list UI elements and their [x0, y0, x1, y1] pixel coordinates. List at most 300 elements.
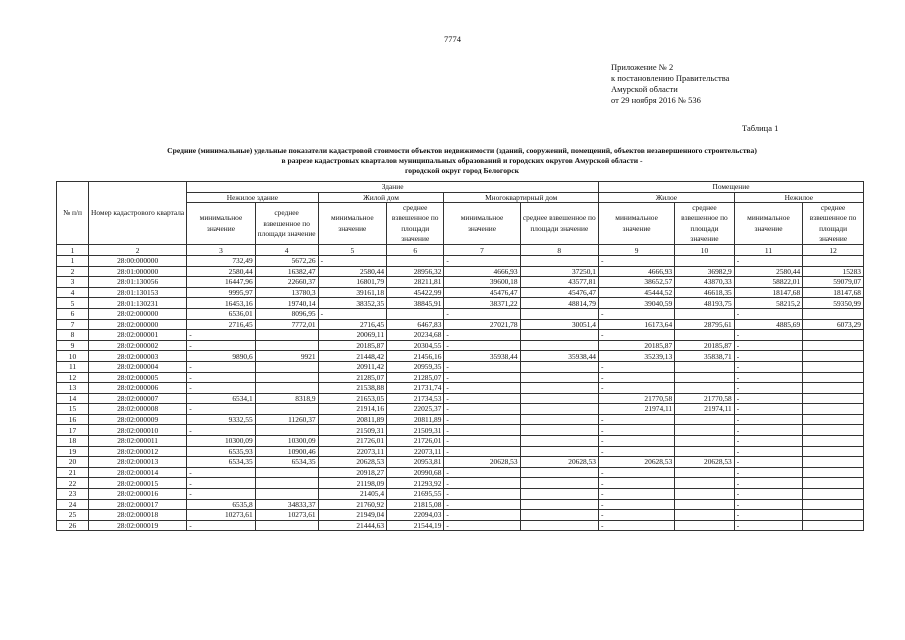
table-cell: 28:02:000007: [89, 393, 187, 404]
table-cell: -: [734, 520, 802, 531]
table-cell: [803, 255, 864, 266]
table-cell: [255, 467, 318, 478]
table-cell: -: [444, 308, 520, 319]
table-cell: -: [444, 340, 520, 351]
table-cell: 38352,35: [318, 298, 386, 309]
appendix-line: к постановлению Правительства: [611, 73, 730, 83]
table-cell: -: [187, 383, 255, 394]
table-cell: 5672,26: [255, 255, 318, 266]
table-cell: 20811,89: [318, 414, 386, 425]
table-row: [57, 404, 864, 415]
table-cell: 22: [57, 478, 89, 489]
table-cell: 20185,87: [598, 340, 674, 351]
table-cell: 16801,79: [318, 277, 386, 288]
table-cell: [255, 489, 318, 500]
table-cell: 28956,32: [387, 266, 444, 277]
table-cell: [803, 457, 864, 468]
table-cell: 28:02:000014: [89, 467, 187, 478]
table-cell: [803, 520, 864, 531]
table-cell: 8: [57, 330, 89, 341]
table-cell: 21770,58: [598, 393, 674, 404]
col-number: 9: [598, 245, 674, 256]
table-cell: 28:02:000006: [89, 383, 187, 394]
table-cell: 26: [57, 520, 89, 531]
page-number: 7774: [444, 34, 461, 44]
table-cell: 20304,55: [387, 340, 444, 351]
table-cell: 4666,93: [444, 266, 520, 277]
table-cell: [803, 372, 864, 383]
table-cell: [520, 478, 598, 489]
table-cell: 2580,44: [187, 266, 255, 277]
table-cell: [520, 467, 598, 478]
table-row: [57, 425, 864, 436]
table-cell: 21949,04: [318, 510, 386, 521]
table-row: [57, 361, 864, 372]
table-row: [57, 510, 864, 521]
title-line: городской округ город Белогорск: [405, 166, 519, 175]
table-cell: 20628,53: [598, 457, 674, 468]
col-number: 7: [444, 245, 520, 256]
table-cell: 20990,68: [387, 467, 444, 478]
table-cell: 36982,9: [675, 266, 735, 277]
table-cell: 20911,42: [318, 361, 386, 372]
table-cell: 10: [57, 351, 89, 362]
table-row: [57, 308, 864, 319]
table-cell: -: [598, 499, 674, 510]
col-header-avg: среднее взвешенное по площади значение: [803, 203, 864, 245]
table-cell: 22660,37: [255, 277, 318, 288]
table-cell: 59079,07: [803, 277, 864, 288]
table-cell: 16453,16: [187, 298, 255, 309]
table-cell: [255, 330, 318, 341]
table-cell: 28:02:000001: [89, 330, 187, 341]
table-cell: 18147,68: [803, 287, 864, 298]
col-number-row: [57, 245, 864, 256]
table-row: [57, 372, 864, 383]
title-line: в разрезе кадастровых кварталов муниципальных образований и городских округов Амурской области -: [281, 156, 643, 165]
table-cell: 21974,11: [675, 404, 735, 415]
table-cell: 4: [57, 287, 89, 298]
table-cell: 6534,35: [187, 457, 255, 468]
table-cell: -: [734, 478, 802, 489]
subgroup-apartment: Многоквартирный дом: [444, 192, 599, 203]
table-cell: 39161,18: [318, 287, 386, 298]
table-cell: 28:02:000000: [89, 319, 187, 330]
table-cell: [520, 489, 598, 500]
table-row: [57, 319, 864, 330]
table-cell: 25: [57, 510, 89, 521]
table-cell: [675, 467, 735, 478]
col-number: 5: [318, 245, 386, 256]
table-cell: -: [187, 372, 255, 383]
table-cell: 21731,74: [387, 383, 444, 394]
col-number: 6: [387, 245, 444, 256]
table-cell: 39040,59: [598, 298, 674, 309]
table-label: Таблица 1: [742, 123, 779, 133]
table-cell: 15283: [803, 266, 864, 277]
table-cell: 28:02:000019: [89, 520, 187, 531]
table-cell: 2716,45: [318, 319, 386, 330]
table-cell: -: [598, 436, 674, 447]
table-cell: -: [598, 383, 674, 394]
col-header-min: минимальное значение: [444, 203, 520, 245]
table-row: [57, 457, 864, 468]
table-row: [57, 255, 864, 266]
table-cell: 10300,09: [187, 436, 255, 447]
table-cell: 28:01:130153: [89, 287, 187, 298]
table-row: [57, 436, 864, 447]
col-header-avg: среднее взвешенное по площади значение: [520, 203, 598, 245]
table-cell: 59350,99: [803, 298, 864, 309]
table-cell: 6535,8: [187, 499, 255, 510]
table-cell: 38371,22: [444, 298, 520, 309]
table-cell: -: [187, 361, 255, 372]
table-cell: -: [734, 457, 802, 468]
table-cell: -: [734, 414, 802, 425]
table-cell: -: [444, 372, 520, 383]
table-cell: [675, 436, 735, 447]
table-cell: [803, 361, 864, 372]
group-header-building: Здание: [187, 182, 599, 193]
table-cell: 28:00:000000: [89, 255, 187, 266]
table-cell: 28:02:000004: [89, 361, 187, 372]
table-cell: 2: [57, 266, 89, 277]
table-cell: -: [734, 510, 802, 521]
table-body: [57, 255, 864, 530]
table-cell: 21734,53: [387, 393, 444, 404]
table-row: [57, 414, 864, 425]
table-cell: 28:02:000018: [89, 510, 187, 521]
table-cell: 12: [57, 372, 89, 383]
table-cell: 7: [57, 319, 89, 330]
table-cell: -: [318, 308, 386, 319]
table-cell: -: [444, 330, 520, 341]
table-cell: 15: [57, 404, 89, 415]
table-cell: 21815,08: [387, 499, 444, 510]
table-cell: -: [444, 499, 520, 510]
table-cell: -: [598, 255, 674, 266]
table-cell: [387, 308, 444, 319]
table-cell: -: [318, 255, 386, 266]
table-cell: 10300,09: [255, 436, 318, 447]
table-cell: [675, 361, 735, 372]
table-cell: [520, 446, 598, 457]
table-cell: -: [598, 372, 674, 383]
table-cell: 35938,44: [520, 351, 598, 362]
table-cell: -: [598, 510, 674, 521]
group-header-premises: Помещение: [598, 182, 863, 193]
table-cell: 34833,37: [255, 499, 318, 510]
table-cell: [520, 393, 598, 404]
table-cell: -: [734, 467, 802, 478]
table-row: [57, 467, 864, 478]
table-cell: -: [734, 489, 802, 500]
table-cell: -: [734, 255, 802, 266]
table-row: [57, 266, 864, 277]
table-cell: -: [734, 340, 802, 351]
col-header-min: минимальное значение: [187, 203, 255, 245]
table-cell: 6467,83: [387, 319, 444, 330]
table-cell: 39600,18: [444, 277, 520, 288]
table-cell: 14: [57, 393, 89, 404]
col-number: 4: [255, 245, 318, 256]
table-cell: -: [444, 467, 520, 478]
appendix-line: от 29 ноября 2016 № 536: [611, 95, 701, 105]
table-cell: 21509,31: [387, 425, 444, 436]
table-cell: [255, 383, 318, 394]
table-cell: [520, 520, 598, 531]
table-cell: -: [187, 425, 255, 436]
table-cell: 48814,79: [520, 298, 598, 309]
table-cell: -: [734, 446, 802, 457]
table-cell: 28:02:000003: [89, 351, 187, 362]
table-cell: 28:02:000000: [89, 308, 187, 319]
table-cell: 13780,3: [255, 287, 318, 298]
table-cell: -: [598, 308, 674, 319]
table-cell: 20234,68: [387, 330, 444, 341]
table-cell: [255, 372, 318, 383]
table-cell: 13: [57, 383, 89, 394]
table-cell: 38652,57: [598, 277, 674, 288]
cadastral-value-table: [56, 181, 864, 531]
table-cell: 21914,16: [318, 404, 386, 415]
table-cell: 3: [57, 277, 89, 288]
table-cell: [803, 330, 864, 341]
table-row: [57, 489, 864, 500]
table-cell: 30051,4: [520, 319, 598, 330]
table-cell: [520, 436, 598, 447]
table-cell: [520, 330, 598, 341]
table-cell: 21538,88: [318, 383, 386, 394]
table-cell: -: [598, 361, 674, 372]
table-cell: [803, 467, 864, 478]
table-cell: 28:02:000011: [89, 436, 187, 447]
table-cell: -: [598, 425, 674, 436]
table-cell: 45422,99: [387, 287, 444, 298]
table-cell: -: [187, 330, 255, 341]
col-number: 11: [734, 245, 802, 256]
table-cell: -: [734, 393, 802, 404]
table-cell: 24: [57, 499, 89, 510]
table-cell: [675, 255, 735, 266]
table-cell: 21726,01: [387, 436, 444, 447]
table-cell: 28:02:000015: [89, 478, 187, 489]
table-cell: -: [734, 499, 802, 510]
table-cell: [520, 404, 598, 415]
table-cell: -: [444, 520, 520, 531]
table-cell: 21653,05: [318, 393, 386, 404]
table-cell: 20185,87: [675, 340, 735, 351]
table-cell: -: [734, 330, 802, 341]
col-header-min: минимальное значение: [598, 203, 674, 245]
table-cell: 21285,07: [318, 372, 386, 383]
table-cell: 22073,11: [318, 446, 386, 457]
table-cell: 58215,2: [734, 298, 802, 309]
table-cell: -: [444, 414, 520, 425]
table-cell: -: [734, 351, 802, 362]
table-cell: [803, 436, 864, 447]
table-cell: -: [444, 478, 520, 489]
table-cell: 6534,1: [187, 393, 255, 404]
table-cell: 6536,01: [187, 308, 255, 319]
table-cell: 21509,31: [318, 425, 386, 436]
table-cell: [675, 499, 735, 510]
table-cell: 9: [57, 340, 89, 351]
col-header-avg: среднее взвешенное по площади значение: [255, 203, 318, 245]
table-cell: 21405,4: [318, 489, 386, 500]
table-cell: 11260,37: [255, 414, 318, 425]
table-cell: 21: [57, 467, 89, 478]
table-cell: 28:02:000002: [89, 340, 187, 351]
table-cell: [520, 361, 598, 372]
table-cell: 28:02:000013: [89, 457, 187, 468]
table-cell: 28795,61: [675, 319, 735, 330]
table-cell: -: [444, 361, 520, 372]
table-cell: 8318,9: [255, 393, 318, 404]
table-cell: 45476,47: [444, 287, 520, 298]
table-row: [57, 446, 864, 457]
col-number: 1: [57, 245, 89, 256]
table-cell: 43870,33: [675, 277, 735, 288]
table-cell: 21726,01: [318, 436, 386, 447]
table-row: [57, 383, 864, 394]
table-cell: 6073,29: [803, 319, 864, 330]
table-cell: 6535,93: [187, 446, 255, 457]
subgroup-nonres-premises: Нежилое: [734, 192, 863, 203]
table-row: [57, 340, 864, 351]
table-cell: [675, 372, 735, 383]
table-cell: 28:02:000008: [89, 404, 187, 415]
table-row: [57, 478, 864, 489]
table-cell: 28:01:130056: [89, 277, 187, 288]
table-cell: 19: [57, 446, 89, 457]
table-cell: 45476,47: [520, 287, 598, 298]
table-cell: 7772,01: [255, 319, 318, 330]
table-cell: [255, 520, 318, 531]
title-line: Средние (минимальные) удельные показатели кадастровой стоимости объектов недвижимости (зданий, сооружений, помещений, объектов незавершенного строительства): [167, 146, 757, 155]
table-cell: 9921: [255, 351, 318, 362]
table-cell: [520, 499, 598, 510]
table-cell: 20959,35: [387, 361, 444, 372]
table-cell: 35938,44: [444, 351, 520, 362]
table-cell: -: [444, 404, 520, 415]
table-cell: 35838,71: [675, 351, 735, 362]
table-cell: 9332,55: [187, 414, 255, 425]
table-cell: -: [598, 330, 674, 341]
table-cell: 45444,52: [598, 287, 674, 298]
table-cell: -: [598, 467, 674, 478]
table-cell: [520, 414, 598, 425]
table-cell: -: [734, 361, 802, 372]
table-cell: -: [187, 478, 255, 489]
table-cell: 10900,46: [255, 446, 318, 457]
table-row: [57, 351, 864, 362]
table-cell: -: [598, 489, 674, 500]
table-cell: 28:02:000012: [89, 446, 187, 457]
table-cell: 9890,6: [187, 351, 255, 362]
document-title: [58, 146, 866, 176]
table-cell: 21293,92: [387, 478, 444, 489]
table-cell: [675, 489, 735, 500]
table-cell: -: [187, 404, 255, 415]
col-number: 2: [89, 245, 187, 256]
table-cell: [675, 520, 735, 531]
table-cell: 2716,45: [187, 319, 255, 330]
table-cell: -: [598, 478, 674, 489]
table-cell: 11: [57, 361, 89, 372]
table-row: [57, 330, 864, 341]
table-cell: 732,49: [187, 255, 255, 266]
table-cell: 9995,97: [187, 287, 255, 298]
table-cell: [803, 393, 864, 404]
table-cell: -: [734, 308, 802, 319]
table-cell: -: [444, 489, 520, 500]
table-row: [57, 298, 864, 309]
table-cell: -: [444, 436, 520, 447]
table-cell: 21285,07: [387, 372, 444, 383]
table-cell: 43577,81: [520, 277, 598, 288]
table-cell: 22073,11: [387, 446, 444, 457]
table-cell: -: [734, 425, 802, 436]
table-cell: [520, 308, 598, 319]
table-cell: 21770,58: [675, 393, 735, 404]
table-cell: 28:01:130231: [89, 298, 187, 309]
table-cell: [803, 425, 864, 436]
table-cell: [803, 499, 864, 510]
table-cell: 20185,87: [318, 340, 386, 351]
table-cell: 38845,91: [387, 298, 444, 309]
table-cell: 16: [57, 414, 89, 425]
table-cell: [803, 383, 864, 394]
table-cell: [255, 404, 318, 415]
table-cell: -: [187, 520, 255, 531]
table-cell: 20953,81: [387, 457, 444, 468]
table-row: [57, 287, 864, 298]
table-cell: 6534,35: [255, 457, 318, 468]
table-cell: 20: [57, 457, 89, 468]
col-header-avg: среднее взвешенное по площади значение: [675, 203, 735, 245]
table-cell: -: [444, 510, 520, 521]
table-cell: [255, 340, 318, 351]
table-cell: 20811,89: [387, 414, 444, 425]
table-cell: 20069,11: [318, 330, 386, 341]
table-cell: 22094,03: [387, 510, 444, 521]
col-header-num: № п/п: [57, 182, 89, 245]
table-cell: 21448,42: [318, 351, 386, 362]
table-cell: 6: [57, 308, 89, 319]
table-cell: 20628,53: [520, 457, 598, 468]
table-cell: 17: [57, 425, 89, 436]
table-cell: 22025,37: [387, 404, 444, 415]
table-cell: 16447,96: [187, 277, 255, 288]
table-cell: 18: [57, 436, 89, 447]
table-cell: 48193,75: [675, 298, 735, 309]
table-cell: [520, 425, 598, 436]
appendix-line: Амурской области: [611, 84, 678, 94]
table-cell: [520, 383, 598, 394]
table-row: [57, 520, 864, 531]
table-cell: [675, 330, 735, 341]
table-cell: [803, 446, 864, 457]
table-cell: 21544,19: [387, 520, 444, 531]
table-cell: [803, 404, 864, 415]
table-cell: [675, 308, 735, 319]
table-cell: 10273,61: [255, 510, 318, 521]
table-cell: [520, 340, 598, 351]
table-cell: [803, 489, 864, 500]
table-cell: -: [734, 436, 802, 447]
table-cell: 27021,78: [444, 319, 520, 330]
